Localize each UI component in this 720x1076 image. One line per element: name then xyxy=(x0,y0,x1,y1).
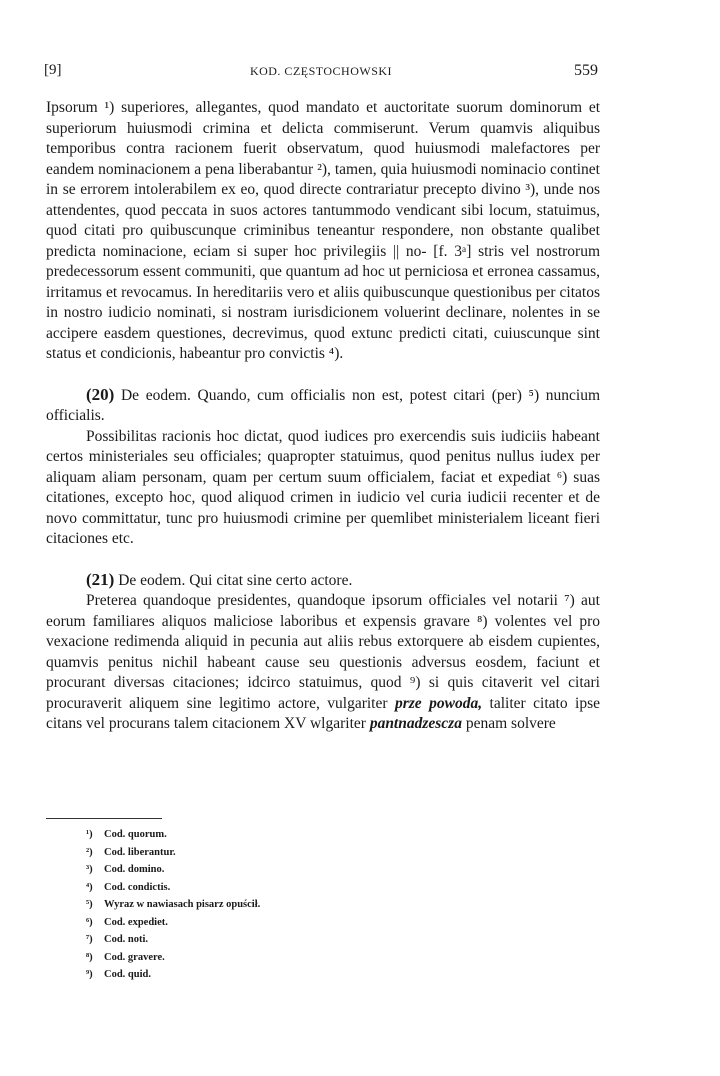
section-heading-20 xyxy=(46,385,600,427)
running-header xyxy=(44,62,598,84)
footnote-mark: ⁶) xyxy=(86,916,93,928)
footnotes xyxy=(86,826,406,984)
footnote-mark: ⁷) xyxy=(86,934,93,945)
footnote-text: Cod. quid. xyxy=(104,969,151,980)
footnote xyxy=(86,844,406,862)
footnote-text: Cod. condictis. xyxy=(104,881,171,893)
footnote-text: Cod. gravere. xyxy=(104,951,165,963)
footnote-text: Cod. noti. xyxy=(104,934,149,945)
section-number: [9] xyxy=(44,62,62,78)
footnote-text: Cod. expediet. xyxy=(104,916,168,928)
paragraph-3 xyxy=(46,591,600,735)
vernacular-term-2: pantnadzescza xyxy=(369,715,462,732)
footnote xyxy=(86,896,406,914)
footnote xyxy=(86,861,406,879)
footnote xyxy=(86,826,406,844)
footnote-text: Wyraz w nawiasach pisarz opuścił. xyxy=(104,899,261,910)
section-heading-21 xyxy=(46,570,600,592)
footnote xyxy=(86,914,406,932)
footnote-mark: ⁹) xyxy=(86,969,93,980)
footnote-text: Cod. quorum. xyxy=(104,829,167,840)
vernacular-term-1: prze powoda, xyxy=(394,694,483,712)
footnote-text: Cod. liberantur. xyxy=(104,846,176,858)
section-title-21: De eodem. Qui citat sine certo actore. xyxy=(114,571,353,589)
page-number: 559 xyxy=(574,62,598,79)
footnote-mark: ⁵) xyxy=(86,899,93,910)
section-title-20: De eodem. Quando, cum officialis non est, potest citari (per) ⁵) nuncium officialis. xyxy=(46,386,600,424)
footnote xyxy=(86,931,406,949)
section-number-21: (21) xyxy=(86,569,115,589)
footnote xyxy=(86,966,406,984)
footnote-rule xyxy=(46,818,162,819)
section-number-20: (20) xyxy=(86,384,115,404)
paragraph-2: Possibilitas racionis hoc dictat, quod iudices pro exercendis suis iudiciis habeant certos ministeriales seu officiales; quapropter statuimus, quod penitus nullus iudex per aliquam aliam personam, quam per certum suum officialem, faciat et expediat ⁶) suas citationes, excepto hoc, quod aliquod crimen in iudicio vel curia iudicii recenter et de novo committatur, tunc pro huiusmodi crimine per quemlibet ministerialem liceant fieri citaciones etc. xyxy=(46,427,600,547)
paragraph-3-part-b: taliter citato ipse citans vel procurans talem citacionem XV wlgariter xyxy=(46,694,600,732)
paragraph-3-part-c: penam solvere xyxy=(461,715,556,732)
footnote-mark: ⁴) xyxy=(86,881,93,893)
main-text xyxy=(46,98,600,735)
running-title: KOD. CZĘSTOCHOWSKI xyxy=(249,64,393,78)
footnote-mark: ⁸) xyxy=(86,951,93,963)
paragraph-3-part-a: Preterea quandoque presidentes, quandoque ipsorum officiales vel notarii ⁷) aut eorum familiares aliquos maliciose laboribus et expensis gravare ⁸) volentes vel pro vexacione redimenda aliquid in pecunia aut aliis rebus extorquere ab eisdem cupientes, quamvis penitus nichil habeant cause seu questionis adversus eosdem, faciunt et procurant diversas citaciones; idcirco statuimus, quod ⁹) si quis citaverit vel citari procuraverit aliquem sine legitimo actore, vulgariter xyxy=(46,592,600,712)
footnote-mark: ²) xyxy=(86,846,93,858)
footnote xyxy=(86,949,406,967)
footnote-text: Cod. domino. xyxy=(104,864,165,875)
footnote-mark: ¹) xyxy=(86,829,93,840)
footnote xyxy=(86,879,406,897)
paragraph-1: Ipsorum ¹) superiores, allegantes, quod mandato et auctoritate suorum dominorum et superiorum huiusmodi crimina et delicta commiserunt. Verum quamvis aliquibus temporibus contra racionem fuerit observatum, quod huiusmodi malefactores per eandem nominacionem a pena liberabantur ²), tamen, quia huiusmodi nominacio continet in se errorem intolerabilem ex eo, quod directe contrariatur precepto divino ³), unde nos attendentes, quod peccata in suos actores tantummodo vendicant sibi locum, statuimus, quod citati pro quibuscunque criminibus teneantur respondere, non obstante qualibet predicta nominacione, eciam si super hoc privilegiis || no- [f. 3ᵃ] stris vel nostrorum predecessorum essent communiti, que quantum ad hoc ut perniciosa et erronea cassamus, irritamus et revocamus. In hereditariis vero et aliis quibuscunque questionibus per citatos in nostro iudicio nominati, si nostram iurisdicionem voluerint declinare, nolentes in se accipere easdem questiones, decrevimus, quod extunc predicti citati, cuiuscunque sint status et condicionis, habeantur pro convictis ⁴). xyxy=(46,99,600,362)
footnote-mark: ³) xyxy=(86,864,93,875)
